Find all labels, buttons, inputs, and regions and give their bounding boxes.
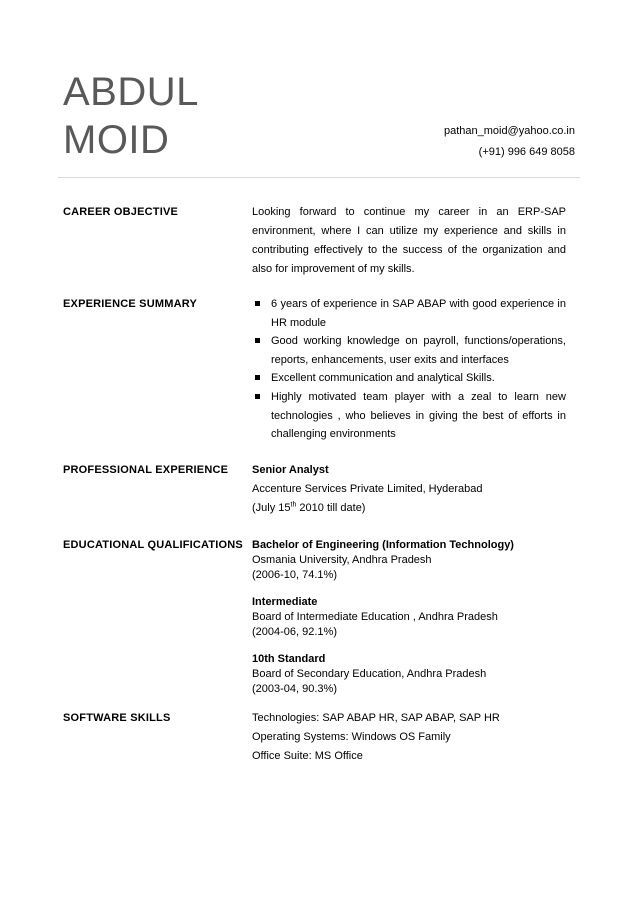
institution: Osmania University, Andhra Pradesh: [252, 554, 432, 566]
education-entry: [252, 538, 566, 583]
first-name: ABDUL: [63, 70, 199, 114]
phone-text: (+91) 996 649 8058: [478, 146, 575, 158]
list-item: Good working knowledge on payroll, functions/operations, reports, enhancements, user exits and interfaces: [252, 332, 566, 369]
degree-details: (2006-10, 74.1%): [252, 569, 337, 581]
software-skills-block: [252, 709, 566, 766]
contact-block: [444, 121, 575, 163]
skills-line: Technologies: SAP ABAP HR, SAP ABAP, SAP HR: [252, 712, 500, 724]
list-item: 6 years of experience in SAP ABAP with good experience in HR module: [252, 295, 566, 332]
skills-line: Office Suite: MS Office: [252, 750, 363, 762]
career-objective-label: CAREER OBJECTIVE: [63, 206, 179, 218]
institution: Board of Intermediate Education , Andhra Pradesh: [252, 611, 498, 623]
professional-experience-label: PROFESSIONAL EXPERIENCE: [63, 464, 229, 476]
job-role: Senior Analyst: [252, 464, 329, 476]
education-entry: [252, 595, 566, 640]
company-name: Accenture Services Private Limited, Hyderabad: [252, 483, 483, 495]
institution: Board of Secondary Education, Andhra Pradesh: [252, 668, 487, 680]
career-objective-text: Looking forward to continue my career in an ERP-SAP environment, where I can utilize my experience and skills in contributing effectively to the success of the organization and also for improvement of my skills.: [252, 206, 566, 275]
degree-details: (2004-06, 92.1%): [252, 626, 337, 638]
list-item: Excellent communication and analytical Skills.: [252, 369, 566, 388]
degree-title: Intermediate: [252, 596, 318, 608]
professional-experience-block: [252, 461, 566, 518]
experience-summary-list: [252, 295, 566, 444]
education-entry: [252, 652, 566, 697]
degree-title: Bachelor of Engineering (Information Technology): [252, 539, 514, 551]
education-label: EDUCATIONAL QUALIFICATIONS: [63, 539, 243, 551]
candidate-name: [63, 68, 199, 164]
email-text: pathan_moid@yahoo.co.in: [443, 125, 575, 137]
software-skills-label: SOFTWARE SKILLS: [63, 712, 171, 724]
experience-summary-label: EXPERIENCE SUMMARY: [63, 298, 197, 310]
job-period: (July 15th 2010 till date): [252, 501, 366, 514]
last-name: MOID: [63, 118, 170, 162]
degree-details: (2003-04, 90.3%): [252, 683, 337, 695]
list-item: Highly motivated team player with a zeal to learn new technologies , who believes in giving the best of efforts in challenging environments: [252, 388, 566, 444]
skills-line: Operating Systems: Windows OS Family: [252, 731, 451, 743]
degree-title: 10th Standard: [252, 653, 326, 665]
header-divider: [58, 177, 580, 178]
